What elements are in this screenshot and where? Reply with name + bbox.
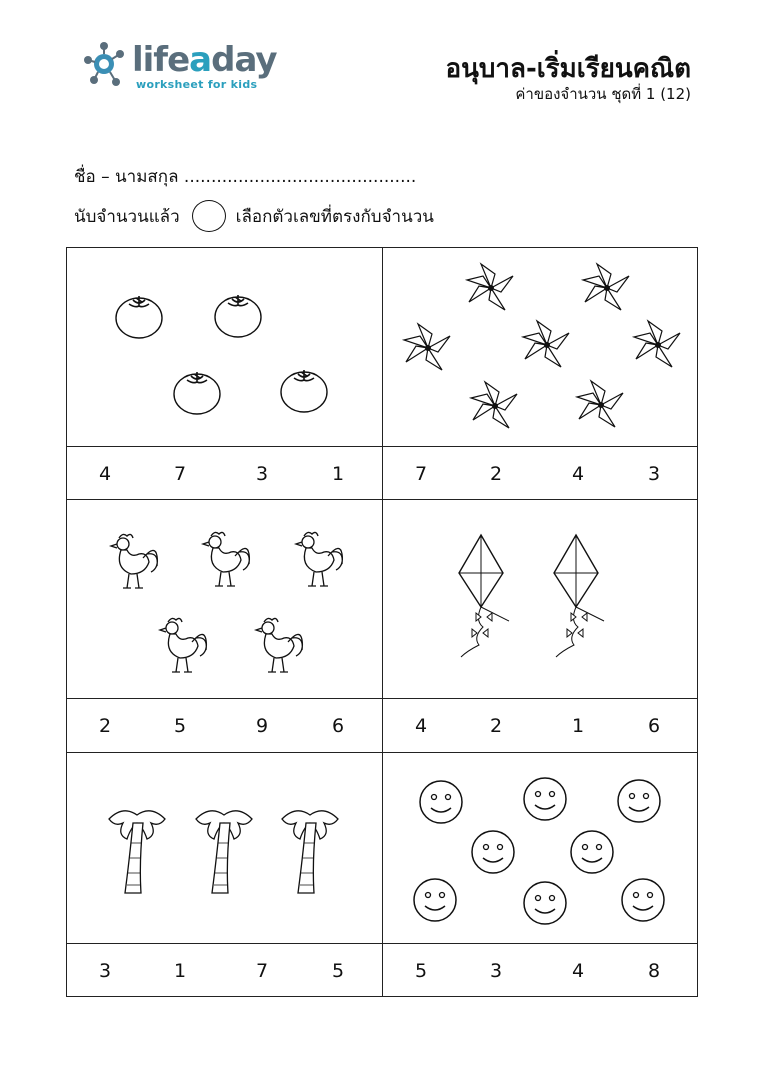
tomato-icon-group xyxy=(67,248,382,446)
question-3-picture xyxy=(67,500,382,698)
answer-option[interactable]: 8 xyxy=(647,959,661,982)
answer-option[interactable]: 4 xyxy=(571,462,585,485)
answer-option[interactable]: 4 xyxy=(571,959,585,982)
answer-option[interactable]: 9 xyxy=(255,714,269,737)
answer-option[interactable]: 3 xyxy=(255,462,269,485)
circle-example-icon xyxy=(192,200,226,232)
answer-option[interactable]: 2 xyxy=(489,462,503,485)
question-1-options xyxy=(67,447,382,500)
question-4-options xyxy=(383,699,698,752)
logo-wordmark: lifeaday xyxy=(132,40,277,80)
answer-option[interactable]: 5 xyxy=(331,959,345,982)
question-5-picture xyxy=(67,753,382,943)
answer-option[interactable]: 3 xyxy=(647,462,661,485)
instruction xyxy=(74,200,434,232)
smiley-face-icon-group xyxy=(383,753,698,943)
name-field-line[interactable]: ชื่อ – นามสกุล ........................................... xyxy=(74,167,417,187)
question-5-options xyxy=(67,944,382,997)
answer-option[interactable]: 4 xyxy=(98,462,112,485)
logo-molecule-icon xyxy=(82,38,134,94)
answer-option[interactable]: 7 xyxy=(173,462,187,485)
answer-option[interactable]: 7 xyxy=(255,959,269,982)
question-2-options xyxy=(383,447,698,500)
answer-option[interactable]: 1 xyxy=(173,959,187,982)
logo xyxy=(82,38,277,96)
answer-option[interactable]: 1 xyxy=(571,714,585,737)
answer-option[interactable]: 6 xyxy=(331,714,345,737)
logo-tagline: worksheet for kids xyxy=(136,78,258,91)
answer-option[interactable]: 2 xyxy=(98,714,112,737)
worksheet-title: อนุบาล-เริ่มเรียนคณิต xyxy=(445,54,691,84)
question-grid xyxy=(66,247,698,997)
kite-icon-group xyxy=(383,500,698,698)
answer-option[interactable]: 5 xyxy=(173,714,187,737)
question-1-picture xyxy=(67,248,382,446)
answer-option[interactable]: 4 xyxy=(414,714,428,737)
question-6-options xyxy=(383,944,698,997)
answer-option[interactable]: 6 xyxy=(647,714,661,737)
answer-option[interactable]: 7 xyxy=(414,462,428,485)
question-6-picture xyxy=(383,753,698,943)
instruction-text-before: นับจำนวนแล้ว xyxy=(74,206,180,227)
answer-option[interactable]: 3 xyxy=(98,959,112,982)
instruction-text-after: เลือกตัวเลขที่ตรงกับจำนวน xyxy=(235,206,434,227)
flower-icon-group xyxy=(383,248,698,446)
rooster-icon-group xyxy=(67,500,382,698)
worksheet-subtitle: ค่าของจำนวน ชุดที่ 1 (12) xyxy=(515,85,691,103)
question-3-options xyxy=(67,699,382,752)
answer-option[interactable]: 2 xyxy=(489,714,503,737)
answer-option[interactable]: 5 xyxy=(414,959,428,982)
palm-tree-icon-group xyxy=(67,753,382,943)
answer-option[interactable]: 1 xyxy=(331,462,345,485)
question-4-picture xyxy=(383,500,698,698)
answer-option[interactable]: 3 xyxy=(489,959,503,982)
question-2-picture xyxy=(383,248,698,446)
